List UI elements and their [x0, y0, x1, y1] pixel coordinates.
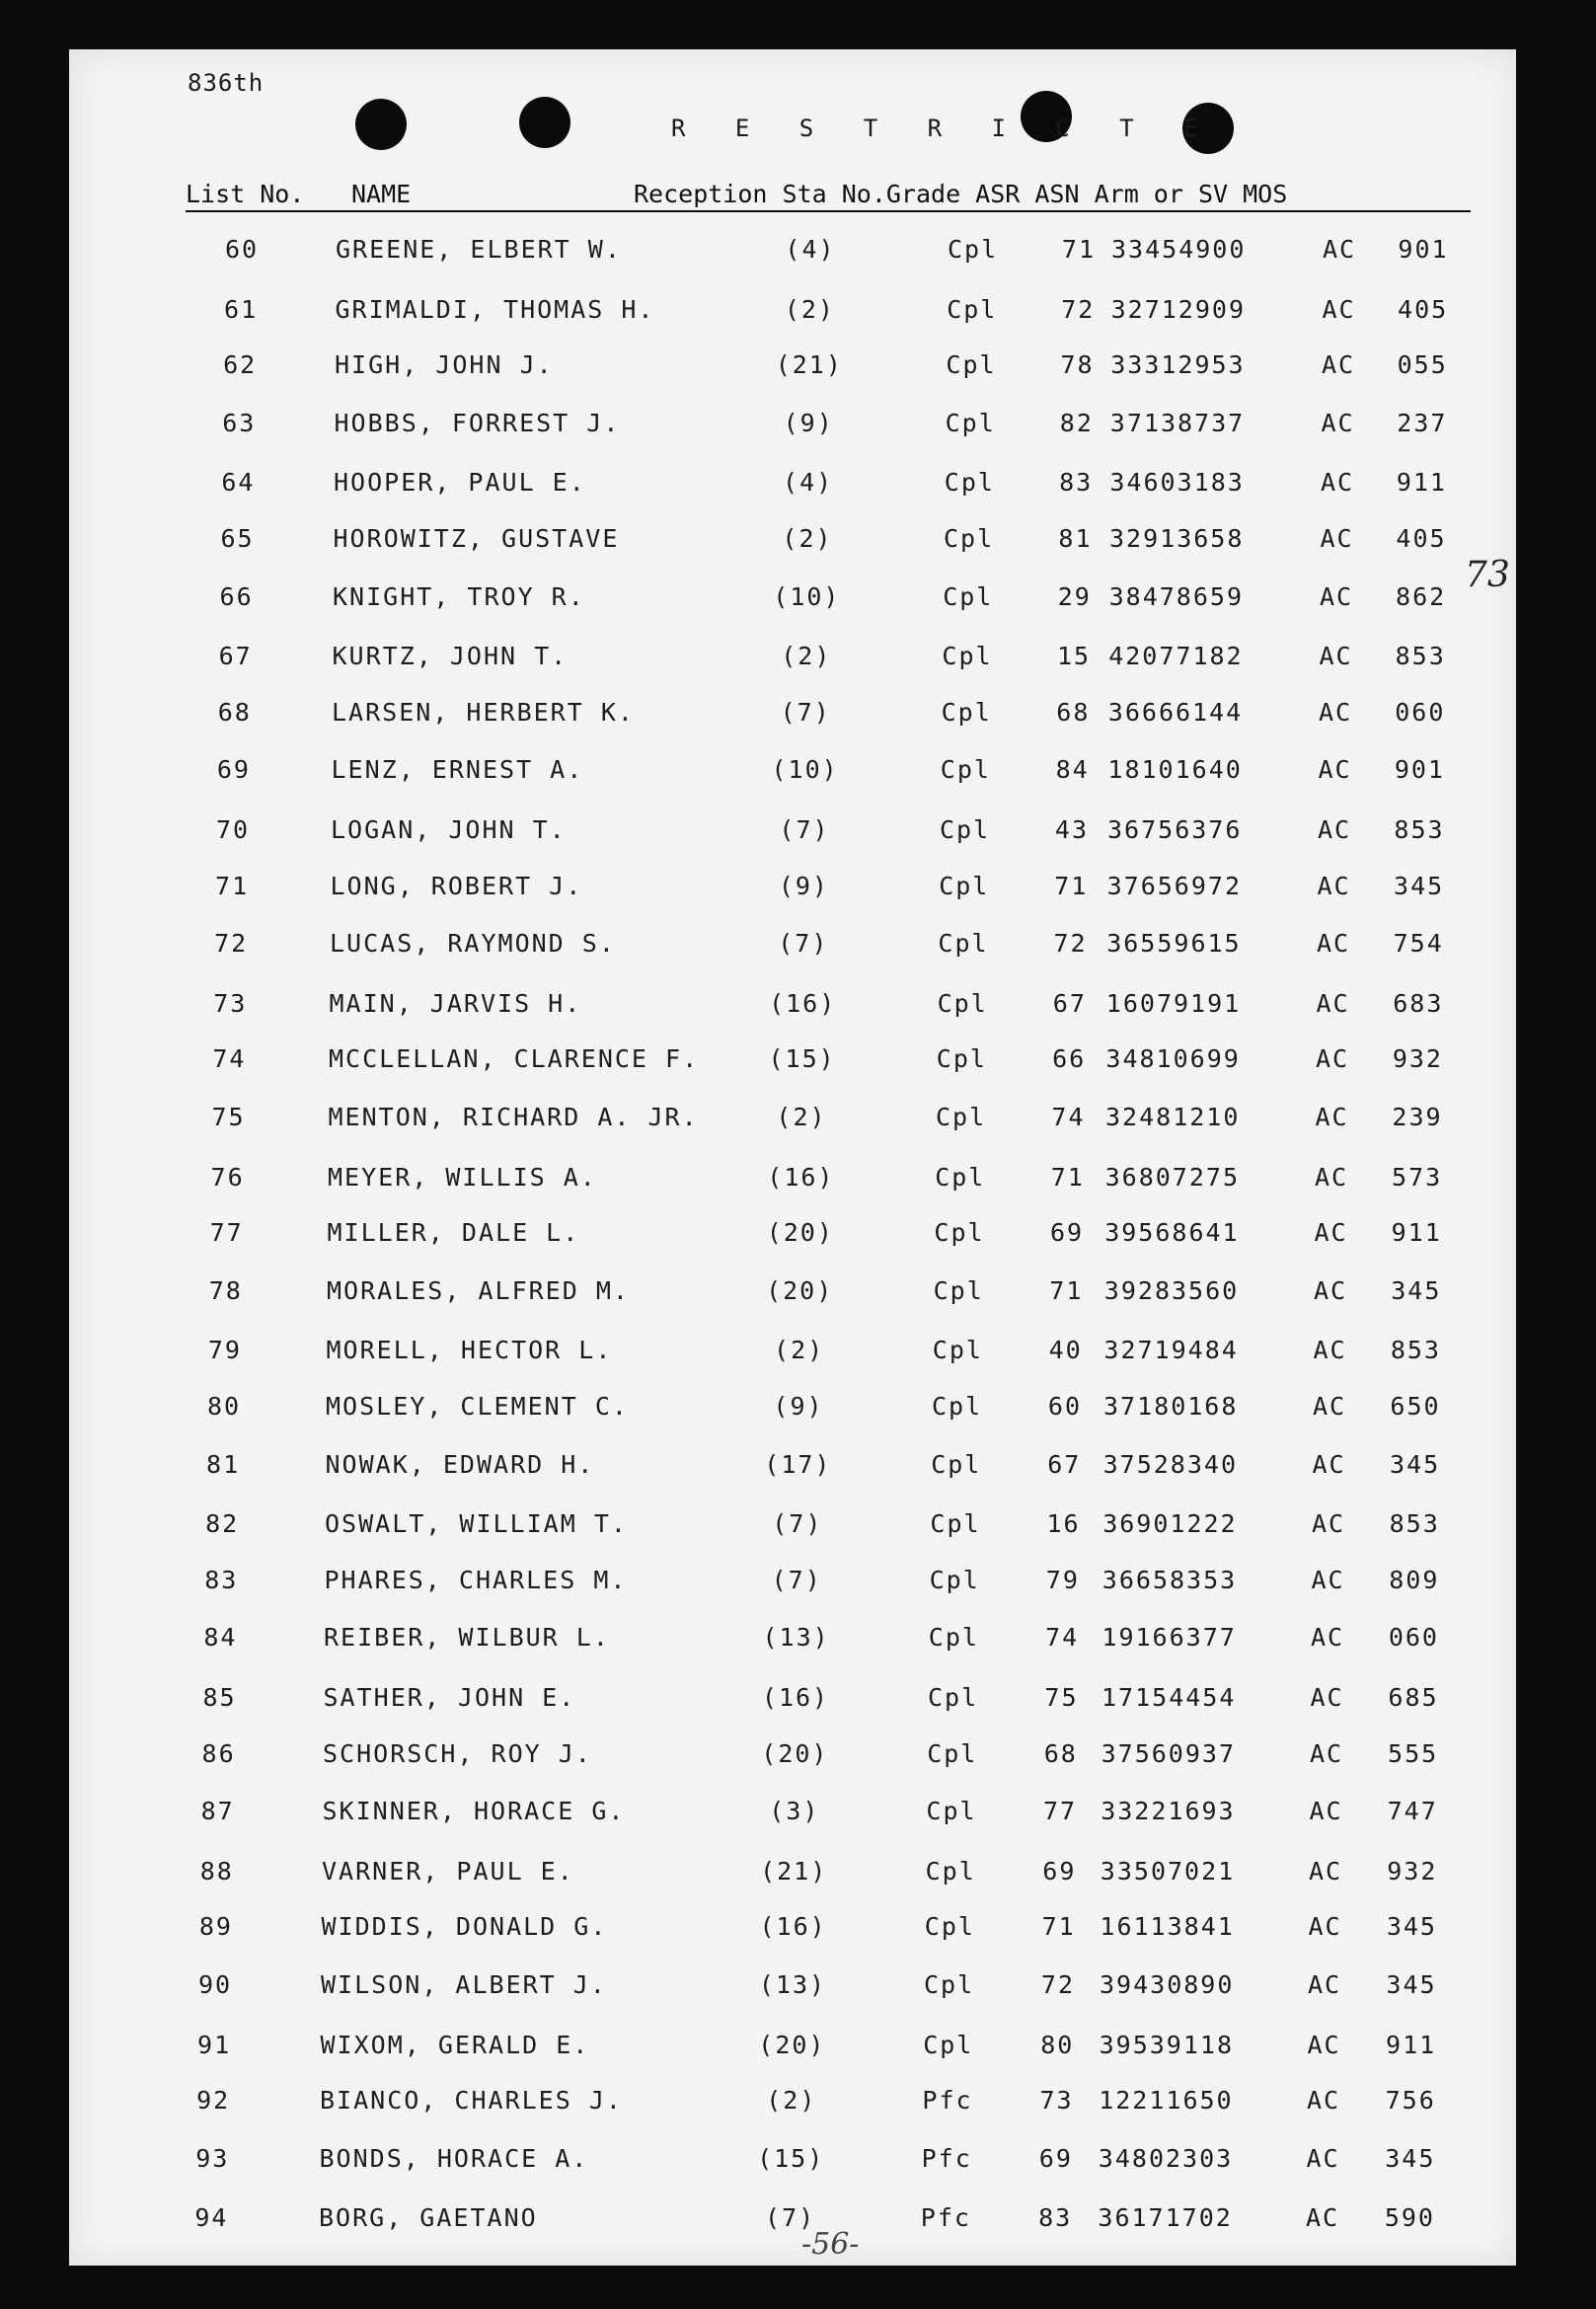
- asr-score: 72: [1061, 294, 1096, 324]
- asr-score: 69: [1049, 1218, 1085, 1248]
- grade: Cpl: [936, 1103, 987, 1131]
- army-serial-number: 36559615: [1106, 929, 1242, 959]
- reception-station: (9): [773, 1392, 824, 1421]
- list-number: 72: [214, 929, 249, 959]
- mos-code: 853: [1395, 642, 1446, 671]
- arm-or-service: AC: [1316, 1044, 1350, 1074]
- asr-score: 82: [1059, 408, 1094, 437]
- list-number: 93: [195, 2143, 230, 2173]
- reception-station: (7): [765, 2203, 816, 2233]
- soldier-name: LARSEN, HERBERT K.: [332, 697, 635, 727]
- list-number: 60: [224, 235, 260, 264]
- asr-score: 84: [1055, 755, 1090, 785]
- arm-or-service: AC: [1309, 1856, 1343, 1886]
- mos-code: 853: [1390, 1336, 1441, 1365]
- grade: Cpl: [938, 929, 989, 959]
- arm-or-service: AC: [1315, 1162, 1349, 1192]
- soldier-name: OSWALT, WILLIAM T.: [325, 1509, 628, 1539]
- army-serial-number: 33507021: [1100, 1856, 1236, 1886]
- army-serial-number: 34802303: [1098, 2143, 1234, 2173]
- reception-station: (7): [772, 1509, 823, 1539]
- arm-or-service: AC: [1313, 1336, 1347, 1365]
- reception-station: (2): [774, 1336, 825, 1365]
- asr-score: 69: [1038, 2143, 1073, 2173]
- reception-station: (2): [782, 524, 833, 553]
- mos-code: 809: [1389, 1565, 1440, 1594]
- soldier-name: MEYER, WILLIS A.: [328, 1162, 597, 1192]
- mos-code: 060: [1395, 697, 1446, 727]
- reception-station: (4): [785, 235, 836, 264]
- army-serial-number: 32481210: [1105, 1103, 1241, 1131]
- army-serial-number: 34603183: [1109, 468, 1245, 498]
- asr-score: 77: [1042, 1797, 1078, 1826]
- arm-or-service: AC: [1308, 1912, 1342, 1942]
- arm-or-service: AC: [1306, 2203, 1340, 2233]
- soldier-name: MORALES, ALFRED M.: [327, 1275, 630, 1305]
- mos-code: 555: [1388, 1738, 1439, 1768]
- list-number: 87: [200, 1797, 235, 1826]
- asr-score: 71: [1041, 1912, 1076, 1942]
- mos-code: 405: [1398, 294, 1449, 324]
- arm-or-service: AC: [1316, 988, 1350, 1018]
- mos-code: 932: [1387, 1856, 1438, 1886]
- army-serial-number: 39430890: [1100, 1970, 1235, 1999]
- mos-code: 345: [1391, 1275, 1442, 1305]
- punch-hole: [355, 99, 407, 150]
- soldier-name: LONG, ROBERT J.: [330, 871, 583, 900]
- army-serial-number: 42077182: [1108, 642, 1244, 671]
- asr-score: 16: [1046, 1509, 1081, 1539]
- arm-or-service: AC: [1318, 815, 1352, 844]
- asr-score: 40: [1048, 1336, 1083, 1365]
- soldier-name: HOOPER, PAUL E.: [334, 468, 586, 498]
- arm-or-service: AC: [1306, 2143, 1340, 2173]
- list-number: 89: [198, 1912, 233, 1942]
- asr-score: 73: [1039, 2086, 1074, 2116]
- grade: Cpl: [944, 468, 995, 498]
- list-number: 82: [205, 1509, 240, 1539]
- grade: Cpl: [936, 1044, 987, 1074]
- list-number: 62: [223, 350, 258, 380]
- reception-station: (2): [781, 642, 832, 671]
- army-serial-number: 33221693: [1101, 1797, 1236, 1826]
- soldier-name: NOWAK, EDWARD H.: [325, 1449, 595, 1479]
- soldier-name: BORG, GAETANO: [319, 2203, 538, 2233]
- asr-score: 71: [1050, 1162, 1085, 1192]
- mos-code: 345: [1394, 871, 1445, 900]
- army-serial-number: 39283560: [1103, 1275, 1240, 1305]
- reception-station: (9): [783, 408, 834, 437]
- army-serial-number: 16079191: [1105, 988, 1242, 1018]
- soldier-name: BIANCO, CHARLES J.: [320, 2086, 623, 2116]
- army-serial-number: 33312953: [1110, 350, 1246, 380]
- asr-score: 69: [1042, 1856, 1077, 1886]
- header-underline: [186, 210, 1471, 212]
- mos-code: 590: [1384, 2203, 1435, 2233]
- reception-station: (13): [762, 1623, 830, 1653]
- army-serial-number: 32913658: [1109, 524, 1245, 553]
- list-number: 61: [224, 294, 259, 324]
- soldier-name: WIDDIS, DONALD G.: [321, 1912, 608, 1942]
- list-number: 84: [203, 1623, 238, 1653]
- grade: Cpl: [934, 1218, 985, 1248]
- reception-station: (20): [766, 1275, 834, 1305]
- grade: Cpl: [932, 1392, 983, 1421]
- reception-station: (20): [766, 1218, 834, 1248]
- reception-station: (16): [767, 1162, 835, 1192]
- soldier-name: MAIN, JARVIS H.: [329, 988, 582, 1018]
- asr-score: 81: [1058, 524, 1093, 553]
- soldier-name: HOBBS, FORREST J.: [334, 408, 621, 437]
- header-name: NAME: [351, 180, 412, 208]
- unit-label: 836th: [188, 69, 265, 97]
- list-number: 73: [213, 988, 248, 1018]
- asr-score: 68: [1056, 697, 1091, 727]
- asr-score: 66: [1052, 1044, 1087, 1074]
- list-number: 74: [212, 1044, 247, 1074]
- reception-station: (16): [769, 988, 837, 1018]
- list-number: 91: [197, 2030, 232, 2059]
- asr-score: 71: [1049, 1275, 1084, 1305]
- soldier-name: REIBER, WILBUR L.: [324, 1623, 610, 1653]
- arm-or-service: AC: [1320, 524, 1354, 553]
- list-number: 85: [202, 1683, 237, 1712]
- grade: Cpl: [928, 1623, 979, 1653]
- arm-or-service: AC: [1315, 1103, 1349, 1131]
- reception-station: (20): [758, 2030, 826, 2059]
- reception-station: (7): [779, 815, 830, 844]
- arm-or-service: AC: [1307, 2030, 1341, 2059]
- soldier-name: LUCAS, RAYMOND S.: [330, 929, 616, 959]
- grade: Cpl: [948, 235, 999, 264]
- mos-code: 573: [1392, 1162, 1443, 1192]
- reception-station: (21): [760, 1856, 828, 1886]
- grade: Cpl: [940, 815, 991, 844]
- arm-or-service: AC: [1317, 871, 1351, 900]
- list-number: 92: [196, 2086, 231, 2116]
- soldier-name: GRIMALDI, THOMAS H.: [335, 294, 655, 324]
- army-serial-number: 16113841: [1100, 1912, 1235, 1942]
- army-serial-number: 19166377: [1102, 1623, 1237, 1653]
- reception-station: (3): [769, 1797, 820, 1826]
- army-serial-number: 37138737: [1109, 408, 1246, 437]
- page-number: -56-: [801, 2227, 860, 2262]
- list-number: 88: [199, 1856, 234, 1886]
- asr-score: 60: [1047, 1392, 1082, 1421]
- army-serial-number: 37656972: [1106, 871, 1243, 900]
- mos-code: 345: [1386, 1970, 1437, 1999]
- mos-code: 911: [1396, 468, 1447, 498]
- mos-code: 685: [1388, 1683, 1439, 1712]
- arm-or-service: AC: [1320, 581, 1354, 611]
- soldier-name: SATHER, JOHN E.: [323, 1683, 576, 1712]
- mos-code: 756: [1385, 2086, 1436, 2116]
- asr-score: 78: [1060, 350, 1095, 380]
- grade: Cpl: [946, 350, 997, 380]
- asr-score: 74: [1045, 1623, 1080, 1653]
- list-number: 94: [194, 2203, 229, 2233]
- list-number: 67: [218, 642, 253, 671]
- soldier-name: MENTON, RICHARD A. JR.: [328, 1103, 699, 1131]
- army-serial-number: 32712909: [1110, 294, 1247, 324]
- grade: Cpl: [928, 1683, 979, 1712]
- arm-or-service: AC: [1313, 1392, 1347, 1421]
- mos-code: 862: [1396, 581, 1447, 611]
- soldier-name: BONDS, HORACE A.: [319, 2143, 589, 2173]
- list-number: 77: [209, 1218, 244, 1248]
- arm-or-service: AC: [1314, 1275, 1348, 1305]
- grade: Pfc: [922, 2086, 973, 2116]
- list-number: 76: [210, 1162, 245, 1192]
- asr-score: 71: [1054, 871, 1089, 900]
- arm-or-service: AC: [1314, 1218, 1348, 1248]
- arm-or-service: AC: [1312, 1509, 1346, 1539]
- soldier-name: SCHORSCH, ROY J.: [323, 1738, 592, 1768]
- grade: Cpl: [927, 1738, 978, 1768]
- grade: Cpl: [940, 755, 991, 785]
- mos-code: 055: [1397, 350, 1448, 380]
- grade: Cpl: [942, 642, 993, 671]
- mos-code: 853: [1394, 815, 1445, 844]
- list-number: 78: [208, 1275, 243, 1305]
- asr-score: 75: [1044, 1683, 1079, 1712]
- mos-code: 683: [1393, 988, 1444, 1018]
- army-serial-number: 32719484: [1103, 1336, 1239, 1365]
- army-serial-number: 34810699: [1105, 1044, 1241, 1074]
- list-number: 63: [222, 408, 257, 437]
- mos-code: 901: [1394, 755, 1445, 785]
- asr-score: 72: [1053, 929, 1088, 959]
- arm-or-service: AC: [1322, 294, 1356, 324]
- army-serial-number: 12211650: [1099, 2086, 1234, 2116]
- soldier-name: WILSON, ALBERT J.: [321, 1970, 607, 1999]
- header-list-no: List No.: [186, 180, 305, 208]
- asr-score: 80: [1040, 2030, 1075, 2059]
- army-serial-number: 36901222: [1102, 1509, 1238, 1539]
- grade: Cpl: [924, 1970, 975, 1999]
- grade: Cpl: [924, 1912, 975, 1942]
- grade: Cpl: [931, 1449, 982, 1479]
- army-serial-number: 36658353: [1102, 1565, 1238, 1594]
- mos-code: 060: [1388, 1623, 1439, 1653]
- grade: Cpl: [926, 1797, 977, 1826]
- army-serial-number: 36171702: [1098, 2203, 1233, 2233]
- soldier-name: HIGH, JOHN J.: [335, 350, 554, 380]
- list-number: 66: [219, 581, 254, 611]
- arm-or-service: AC: [1310, 1683, 1344, 1712]
- mos-code: 239: [1392, 1103, 1443, 1131]
- army-serial-number: 17154454: [1102, 1683, 1237, 1712]
- mos-code: 345: [1390, 1449, 1441, 1479]
- army-serial-number: 38478659: [1108, 581, 1245, 611]
- soldier-name: MILLER, DALE L.: [327, 1218, 580, 1248]
- list-number: 75: [211, 1103, 246, 1131]
- soldier-name: LOGAN, JOHN T.: [331, 815, 567, 844]
- arm-or-service: AC: [1321, 408, 1355, 437]
- grade: Cpl: [930, 1509, 981, 1539]
- list-number: 80: [206, 1392, 242, 1421]
- grade: Cpl: [932, 1336, 983, 1365]
- reception-station: (4): [783, 468, 834, 498]
- reception-station: (2): [766, 2086, 817, 2116]
- mos-code: 405: [1396, 524, 1447, 553]
- handwritten-annotation: 73: [1465, 555, 1510, 595]
- list-number: 65: [220, 524, 255, 553]
- reception-station: (20): [761, 1738, 829, 1768]
- grade: Cpl: [939, 871, 990, 900]
- list-number: 81: [206, 1449, 241, 1479]
- arm-or-service: AC: [1312, 1449, 1346, 1479]
- arm-or-service: AC: [1323, 235, 1357, 264]
- mos-code: 754: [1393, 929, 1444, 959]
- arm-or-service: AC: [1317, 929, 1351, 959]
- reception-station: (21): [775, 350, 843, 380]
- list-number: 69: [216, 755, 251, 785]
- asr-score: 29: [1057, 581, 1092, 611]
- list-number: 71: [215, 871, 250, 900]
- mos-code: 901: [1398, 235, 1449, 264]
- soldier-name: VARNER, PAUL E.: [322, 1856, 574, 1886]
- mos-code: 650: [1390, 1392, 1441, 1421]
- reception-station: (7): [780, 697, 831, 727]
- arm-or-service: AC: [1310, 1738, 1344, 1768]
- army-serial-number: 18101640: [1107, 755, 1243, 785]
- classification-stamp: R E S T R I C T E: [671, 115, 1216, 142]
- grade: Cpl: [945, 408, 996, 437]
- list-number: 83: [204, 1565, 239, 1594]
- soldier-name: KNIGHT, TROY R.: [333, 581, 585, 611]
- grade: Cpl: [925, 1856, 976, 1886]
- army-serial-number: 39568641: [1104, 1218, 1240, 1248]
- grade: Cpl: [933, 1275, 984, 1305]
- soldier-name: MCCLELLAN, CLARENCE F.: [329, 1044, 700, 1074]
- reception-station: (10): [773, 581, 841, 611]
- reception-station: (2): [776, 1103, 827, 1131]
- arm-or-service: AC: [1321, 468, 1355, 498]
- army-serial-number: 37528340: [1102, 1449, 1239, 1479]
- header-columns: Reception Sta No.Grade ASR ASN Arm or SV MOS: [634, 180, 1288, 208]
- soldier-name: GREENE, ELBERT W.: [336, 235, 622, 264]
- asr-score: 83: [1038, 2203, 1073, 2233]
- army-serial-number: 36756376: [1107, 815, 1243, 844]
- asr-score: 72: [1040, 1970, 1075, 1999]
- arm-or-service: AC: [1307, 2086, 1341, 2116]
- soldier-name: LENZ, ERNEST A.: [331, 755, 584, 785]
- mos-code: 911: [1386, 2030, 1437, 2059]
- soldier-name: PHARES, CHARLES M.: [324, 1565, 628, 1594]
- reception-station: (7): [771, 1565, 822, 1594]
- reception-station: (13): [758, 1970, 827, 1999]
- list-number: 79: [207, 1336, 242, 1365]
- arm-or-service: AC: [1308, 1970, 1342, 1999]
- grade: Cpl: [929, 1565, 980, 1594]
- punch-hole: [519, 97, 570, 148]
- reception-station: (16): [761, 1683, 830, 1712]
- army-serial-number: 36666144: [1107, 697, 1244, 727]
- arm-or-service: AC: [1319, 697, 1353, 727]
- grade: Cpl: [947, 294, 998, 324]
- grade: Pfc: [920, 2203, 971, 2233]
- asr-score: 71: [1061, 235, 1096, 264]
- mos-code: 932: [1392, 1044, 1443, 1074]
- mos-code: 345: [1385, 2143, 1436, 2173]
- asr-score: 83: [1059, 468, 1094, 498]
- asr-score: 43: [1054, 815, 1089, 844]
- mos-code: 237: [1397, 408, 1448, 437]
- soldier-name: SKINNER, HORACE G.: [322, 1797, 626, 1826]
- grade: Cpl: [935, 1162, 986, 1192]
- mos-code: 853: [1389, 1509, 1440, 1539]
- soldier-name: HOROWITZ, GUSTAVE: [333, 524, 620, 553]
- asr-score: 68: [1043, 1738, 1078, 1768]
- reception-station: (9): [778, 871, 829, 900]
- army-serial-number: 37180168: [1103, 1392, 1239, 1421]
- arm-or-service: AC: [1309, 1797, 1343, 1826]
- reception-station: (15): [757, 2143, 825, 2173]
- asr-score: 67: [1052, 988, 1087, 1018]
- reception-station: (7): [778, 929, 829, 959]
- grade: Cpl: [941, 697, 992, 727]
- list-number: 86: [201, 1738, 236, 1768]
- army-serial-number: 36807275: [1104, 1162, 1241, 1192]
- reception-station: (17): [764, 1449, 832, 1479]
- grade: Cpl: [943, 581, 994, 611]
- list-number: 64: [221, 468, 256, 498]
- mos-code: 911: [1391, 1218, 1442, 1248]
- grade: Cpl: [944, 524, 995, 553]
- list-number: 68: [217, 697, 252, 727]
- arm-or-service: AC: [1319, 642, 1353, 671]
- arm-or-service: AC: [1311, 1565, 1345, 1594]
- mos-code: 345: [1386, 1912, 1437, 1942]
- soldier-name: WIXOM, GERALD E.: [320, 2030, 590, 2059]
- reception-station: (2): [784, 294, 835, 324]
- soldier-name: MOSLEY, CLEMENT C.: [326, 1392, 629, 1421]
- arm-or-service: AC: [1322, 350, 1356, 380]
- reception-station: (15): [768, 1044, 836, 1074]
- reception-station: (16): [759, 1912, 827, 1942]
- asr-score: 15: [1056, 642, 1092, 671]
- grade: Cpl: [937, 988, 988, 1018]
- list-number: 90: [197, 1970, 233, 1999]
- reception-station: (10): [771, 755, 839, 785]
- asr-score: 67: [1047, 1449, 1082, 1479]
- army-serial-number: 37560937: [1101, 1738, 1237, 1768]
- arm-or-service: AC: [1311, 1623, 1345, 1653]
- arm-or-service: AC: [1318, 755, 1352, 785]
- soldier-name: KURTZ, JOHN T.: [332, 642, 569, 671]
- grade: Cpl: [923, 2030, 974, 2059]
- asr-score: 79: [1045, 1565, 1080, 1594]
- soldier-name: MORELL, HECTOR L.: [326, 1336, 613, 1365]
- list-number: 70: [215, 815, 251, 844]
- asr-score: 74: [1051, 1103, 1086, 1131]
- mos-code: 747: [1387, 1797, 1438, 1826]
- army-serial-number: 39539118: [1099, 2030, 1235, 2059]
- grade: Pfc: [921, 2143, 972, 2173]
- army-serial-number: 33454900: [1111, 235, 1247, 264]
